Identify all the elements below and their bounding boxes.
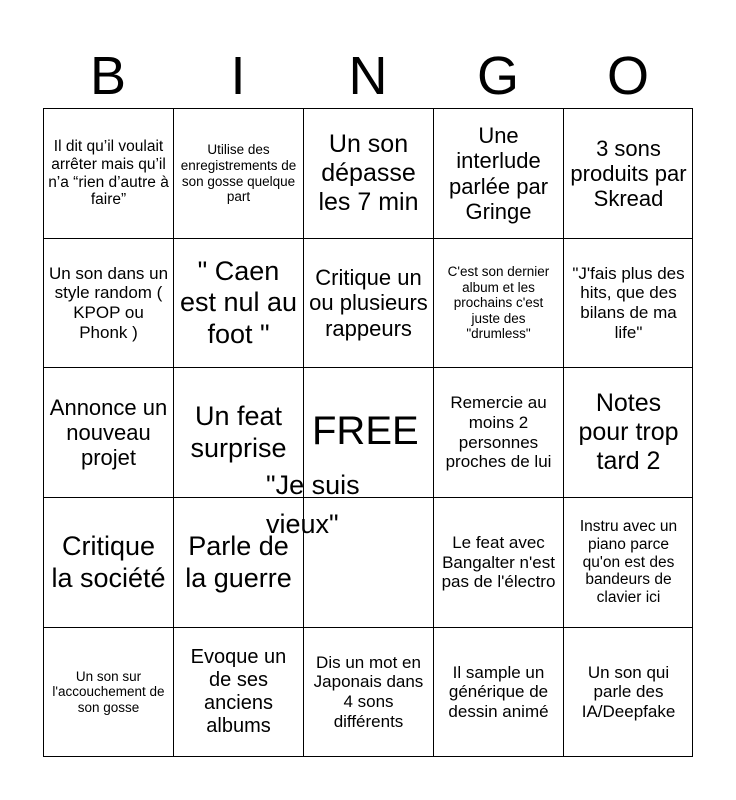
bingo-grid <box>43 108 693 757</box>
bingo-cell[interactable] <box>44 109 174 239</box>
cell-text: Un son qui parle des IA/Deepfake <box>581 662 676 721</box>
bingo-cell[interactable] <box>564 368 693 498</box>
cell-text: Instru avec un piano parce qu'on est des bandeurs de clavier ici <box>579 517 678 607</box>
cell-text: Notes pour trop tard 2 <box>578 389 679 475</box>
header-letter-o: O <box>606 46 649 106</box>
bingo-cell[interactable] <box>564 628 693 756</box>
bingo-cell[interactable] <box>44 368 174 498</box>
free-label: FREE <box>312 409 419 453</box>
bingo-header <box>43 44 693 108</box>
cell-text: Une interlude parlée par Gringe <box>448 122 549 224</box>
bingo-cell[interactable] <box>304 239 434 368</box>
cell-text: Remercie au moins 2 personnes proches de lui <box>445 393 552 472</box>
cell-text: Le feat avec Bangalter n'est pas de l'électro <box>441 533 556 592</box>
bingo-cell[interactable] <box>564 109 693 239</box>
bingo-cell[interactable] <box>434 368 564 498</box>
bingo-cell[interactable] <box>174 239 304 368</box>
cell-text: Critique la société <box>51 531 166 593</box>
cell-text: 3 sons produits par Skread <box>570 135 687 212</box>
cell-text: Un son sur l'accouchement de son gosse <box>52 668 165 715</box>
je-suis-vieux-text: "Je suis vieux" <box>266 470 360 540</box>
bingo-cell[interactable] <box>434 498 564 628</box>
cell-text: Utilise des enregistrements de son gosse quelque part <box>180 142 297 205</box>
bingo-cell[interactable] <box>44 498 174 628</box>
cell-text: Il sample un générique de dessin animé <box>448 662 549 721</box>
bingo-cell[interactable] <box>564 239 693 368</box>
cell-text: Parle de la guerre <box>185 531 292 593</box>
cell-text: Annonce un nouveau projet <box>49 394 168 471</box>
cell-text: Dis un mot en Japonais dans 4 sons différents <box>313 652 424 731</box>
header-letter-i: I <box>230 46 246 106</box>
bingo-cell[interactable] <box>434 239 564 368</box>
cell-text: "J'fais plus des hits, que des bilans de ma life" <box>572 263 685 342</box>
cell-text: Evoque un de ses anciens albums <box>190 646 287 737</box>
cell-text: Critique un ou plusieurs rappeurs <box>309 265 428 341</box>
bingo-cell[interactable] <box>44 628 174 756</box>
bingo-cell[interactable] <box>434 109 564 239</box>
bingo-cell[interactable] <box>564 498 693 628</box>
header-letter-n: N <box>348 46 388 106</box>
bingo-cell[interactable] <box>434 628 564 756</box>
cell-text: C'est son dernier album et les prochains c'est juste des "drumless" <box>447 264 550 342</box>
cell-text: Un son dans un style random ( KPOP ou Phonk ) <box>48 263 169 342</box>
cell-text: Un son dépasse les 7 min <box>318 130 419 216</box>
cell-text: Un feat surprise <box>190 401 287 463</box>
cell-text: " Caen est nul au foot " <box>179 256 298 349</box>
bingo-cell[interactable] <box>174 628 304 756</box>
bingo-cell[interactable] <box>174 109 304 239</box>
bingo-cell[interactable] <box>44 239 174 368</box>
header-letter-b: B <box>89 46 127 106</box>
bingo-cell[interactable] <box>304 628 434 756</box>
cell-text: Il dit qu’il voulait arrêter mais qu’il n’a “rien d’autre à faire” <box>48 137 169 209</box>
bingo-cell[interactable] <box>304 109 434 239</box>
header-letter-g: G <box>476 46 519 106</box>
